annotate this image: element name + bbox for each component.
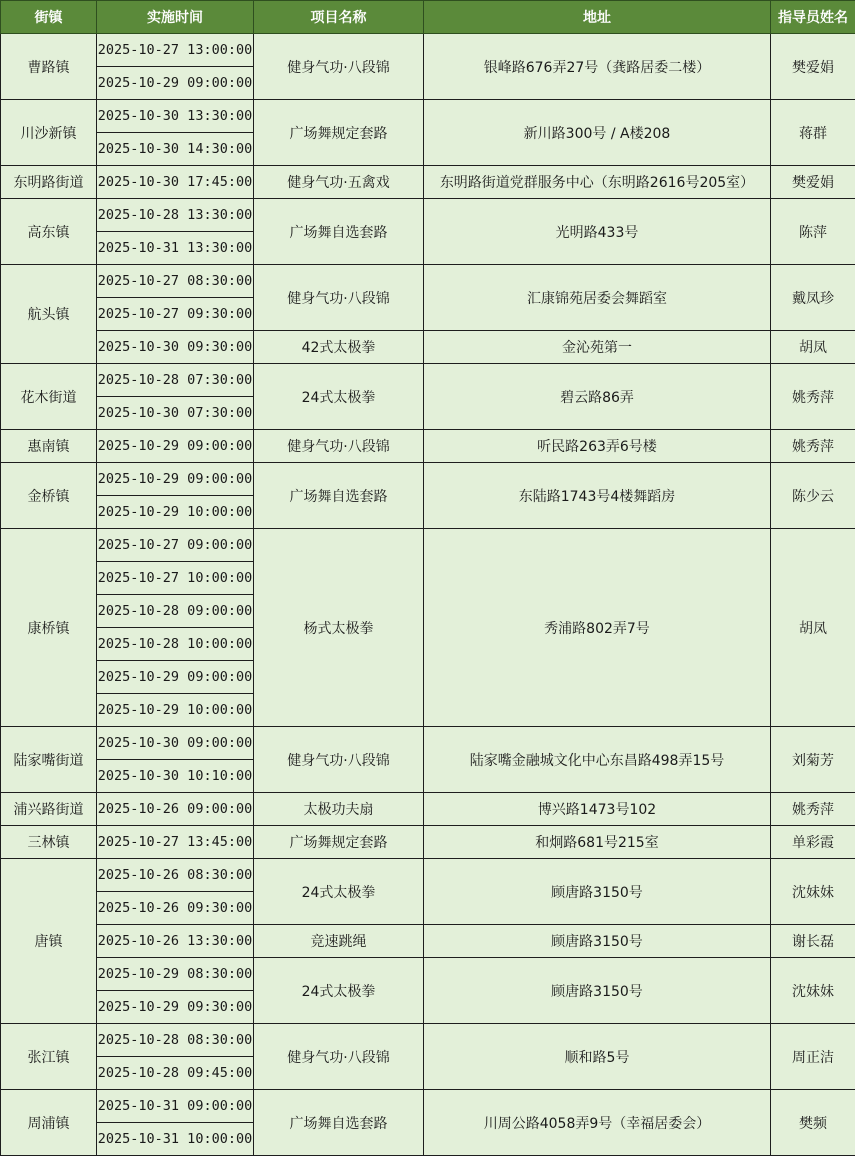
instructor-cell: 陈萍 <box>771 199 855 265</box>
project-cell: 健身气功·五禽戏 <box>254 166 424 199</box>
time-cell: 2025-10-29 08:30:00 <box>97 958 254 991</box>
project-cell: 健身气功·八段锦 <box>254 34 424 100</box>
table-row <box>1 859 855 892</box>
project-cell: 广场舞自选套路 <box>254 463 424 529</box>
address-cell: 听民路263弄6号楼 <box>424 430 771 463</box>
table-row <box>1 463 855 496</box>
time-cell: 2025-10-26 09:00:00 <box>97 793 254 826</box>
town-cell: 康桥镇 <box>1 529 97 727</box>
time-cell: 2025-10-30 09:00:00 <box>97 727 254 760</box>
town-cell: 金桥镇 <box>1 463 97 529</box>
town-cell: 三林镇 <box>1 826 97 859</box>
address-cell: 光明路433号 <box>424 199 771 265</box>
address-cell: 顾唐路3150号 <box>424 859 771 925</box>
header-row <box>1 1 855 34</box>
time-cell: 2025-10-29 09:00:00 <box>97 67 254 100</box>
time-cell: 2025-10-30 09:30:00 <box>97 331 254 364</box>
table-row <box>1 199 855 232</box>
time-cell: 2025-10-27 13:45:00 <box>97 826 254 859</box>
address-cell: 新川路300号 / A楼208 <box>424 100 771 166</box>
time-cell: 2025-10-31 10:00:00 <box>97 1123 254 1156</box>
town-cell: 高东镇 <box>1 199 97 265</box>
table-row <box>1 34 855 67</box>
time-cell: 2025-10-28 10:00:00 <box>97 628 254 661</box>
header-time: 实施时间 <box>97 1 254 34</box>
table-row <box>1 793 855 826</box>
instructor-cell: 姚秀萍 <box>771 793 855 826</box>
address-cell: 碧云路86弄 <box>424 364 771 430</box>
town-cell: 花木街道 <box>1 364 97 430</box>
town-cell: 张江镇 <box>1 1024 97 1090</box>
address-cell: 川周公路4058弄9号（幸福居委会） <box>424 1090 771 1156</box>
time-cell: 2025-10-30 07:30:00 <box>97 397 254 430</box>
table-row <box>1 727 855 760</box>
town-cell: 陆家嘴街道 <box>1 727 97 793</box>
instructor-cell: 蒋群 <box>771 100 855 166</box>
time-cell: 2025-10-28 08:30:00 <box>97 1024 254 1057</box>
table-row <box>1 331 855 364</box>
instructor-cell: 单彩霞 <box>771 826 855 859</box>
project-cell: 24式太极拳 <box>254 364 424 430</box>
time-cell: 2025-10-29 09:00:00 <box>97 430 254 463</box>
address-cell: 东陆路1743号4楼舞蹈房 <box>424 463 771 529</box>
address-cell: 汇康锦苑居委会舞蹈室 <box>424 265 771 331</box>
time-cell: 2025-10-29 09:00:00 <box>97 463 254 496</box>
header-project: 项目名称 <box>254 1 424 34</box>
time-cell: 2025-10-28 13:30:00 <box>97 199 254 232</box>
town-cell: 浦兴路街道 <box>1 793 97 826</box>
time-cell: 2025-10-28 07:30:00 <box>97 364 254 397</box>
address-cell: 顺和路5号 <box>424 1024 771 1090</box>
table-row <box>1 265 855 298</box>
instructor-cell: 樊爱娟 <box>771 34 855 100</box>
time-cell: 2025-10-31 13:30:00 <box>97 232 254 265</box>
time-cell: 2025-10-29 09:00:00 <box>97 661 254 694</box>
town-cell: 航头镇 <box>1 265 97 364</box>
address-cell: 金沁苑第一 <box>424 331 771 364</box>
address-cell: 顾唐路3150号 <box>424 958 771 1024</box>
time-cell: 2025-10-28 09:45:00 <box>97 1057 254 1090</box>
table-row <box>1 166 855 199</box>
instructor-cell: 姚秀萍 <box>771 364 855 430</box>
instructor-cell: 周正洁 <box>771 1024 855 1090</box>
project-cell: 健身气功·八段锦 <box>254 265 424 331</box>
address-cell: 银峰路676弄27号（龚路居委二楼） <box>424 34 771 100</box>
address-cell: 东明路街道党群服务中心（东明路2616号205室） <box>424 166 771 199</box>
time-cell: 2025-10-26 08:30:00 <box>97 859 254 892</box>
time-cell: 2025-10-27 13:00:00 <box>97 34 254 67</box>
address-cell: 博兴路1473号102 <box>424 793 771 826</box>
town-cell: 东明路街道 <box>1 166 97 199</box>
time-cell: 2025-10-28 09:00:00 <box>97 595 254 628</box>
time-cell: 2025-10-27 09:30:00 <box>97 298 254 331</box>
instructor-cell: 刘菊芳 <box>771 727 855 793</box>
town-cell: 惠南镇 <box>1 430 97 463</box>
project-cell: 健身气功·八段锦 <box>254 430 424 463</box>
instructor-cell: 陈少云 <box>771 463 855 529</box>
time-cell: 2025-10-30 10:10:00 <box>97 760 254 793</box>
project-cell: 健身气功·八段锦 <box>254 727 424 793</box>
project-cell: 42式太极拳 <box>254 331 424 364</box>
address-cell: 陆家嘴金融城文化中心东昌路498弄15号 <box>424 727 771 793</box>
header-instructor: 指导员姓名 <box>771 1 855 34</box>
project-cell: 24式太极拳 <box>254 958 424 1024</box>
time-cell: 2025-10-26 09:30:00 <box>97 892 254 925</box>
town-cell: 周浦镇 <box>1 1090 97 1156</box>
table-row <box>1 958 855 991</box>
time-cell: 2025-10-27 08:30:00 <box>97 265 254 298</box>
time-cell: 2025-10-30 14:30:00 <box>97 133 254 166</box>
project-cell: 杨式太极拳 <box>254 529 424 727</box>
instructor-cell: 樊爱娟 <box>771 166 855 199</box>
table-row <box>1 1024 855 1057</box>
time-cell: 2025-10-27 10:00:00 <box>97 562 254 595</box>
instructor-cell: 樊频 <box>771 1090 855 1156</box>
project-cell: 健身气功·八段锦 <box>254 1024 424 1090</box>
time-cell: 2025-10-30 13:30:00 <box>97 100 254 133</box>
instructor-cell: 姚秀萍 <box>771 430 855 463</box>
address-cell: 秀浦路802弄7号 <box>424 529 771 727</box>
instructor-cell: 沈妹妹 <box>771 958 855 1024</box>
project-cell: 太极功夫扇 <box>254 793 424 826</box>
table-row <box>1 430 855 463</box>
table-row <box>1 925 855 958</box>
header-town: 街镇 <box>1 1 97 34</box>
project-cell: 竞速跳绳 <box>254 925 424 958</box>
project-cell: 广场舞规定套路 <box>254 100 424 166</box>
instructor-cell: 谢长磊 <box>771 925 855 958</box>
address-cell: 和炯路681号215室 <box>424 826 771 859</box>
town-cell: 曹路镇 <box>1 34 97 100</box>
town-cell: 川沙新镇 <box>1 100 97 166</box>
table-row <box>1 826 855 859</box>
project-cell: 广场舞规定套路 <box>254 826 424 859</box>
time-cell: 2025-10-30 17:45:00 <box>97 166 254 199</box>
address-cell: 顾唐路3150号 <box>424 925 771 958</box>
table-row <box>1 364 855 397</box>
project-cell: 24式太极拳 <box>254 859 424 925</box>
instructor-cell: 胡凤 <box>771 529 855 727</box>
header-address: 地址 <box>424 1 771 34</box>
project-cell: 广场舞自选套路 <box>254 1090 424 1156</box>
time-cell: 2025-10-29 09:30:00 <box>97 991 254 1024</box>
table-row <box>1 529 855 562</box>
table-row <box>1 1090 855 1123</box>
project-cell: 广场舞自选套路 <box>254 199 424 265</box>
instructor-cell: 戴凤珍 <box>771 265 855 331</box>
time-cell: 2025-10-29 10:00:00 <box>97 496 254 529</box>
table-row <box>1 100 855 133</box>
time-cell: 2025-10-27 09:00:00 <box>97 529 254 562</box>
time-cell: 2025-10-31 09:00:00 <box>97 1090 254 1123</box>
time-cell: 2025-10-26 13:30:00 <box>97 925 254 958</box>
instructor-cell: 胡凤 <box>771 331 855 364</box>
time-cell: 2025-10-29 10:00:00 <box>97 694 254 727</box>
instructor-cell: 沈妹妹 <box>771 859 855 925</box>
town-cell: 唐镇 <box>1 859 97 1024</box>
